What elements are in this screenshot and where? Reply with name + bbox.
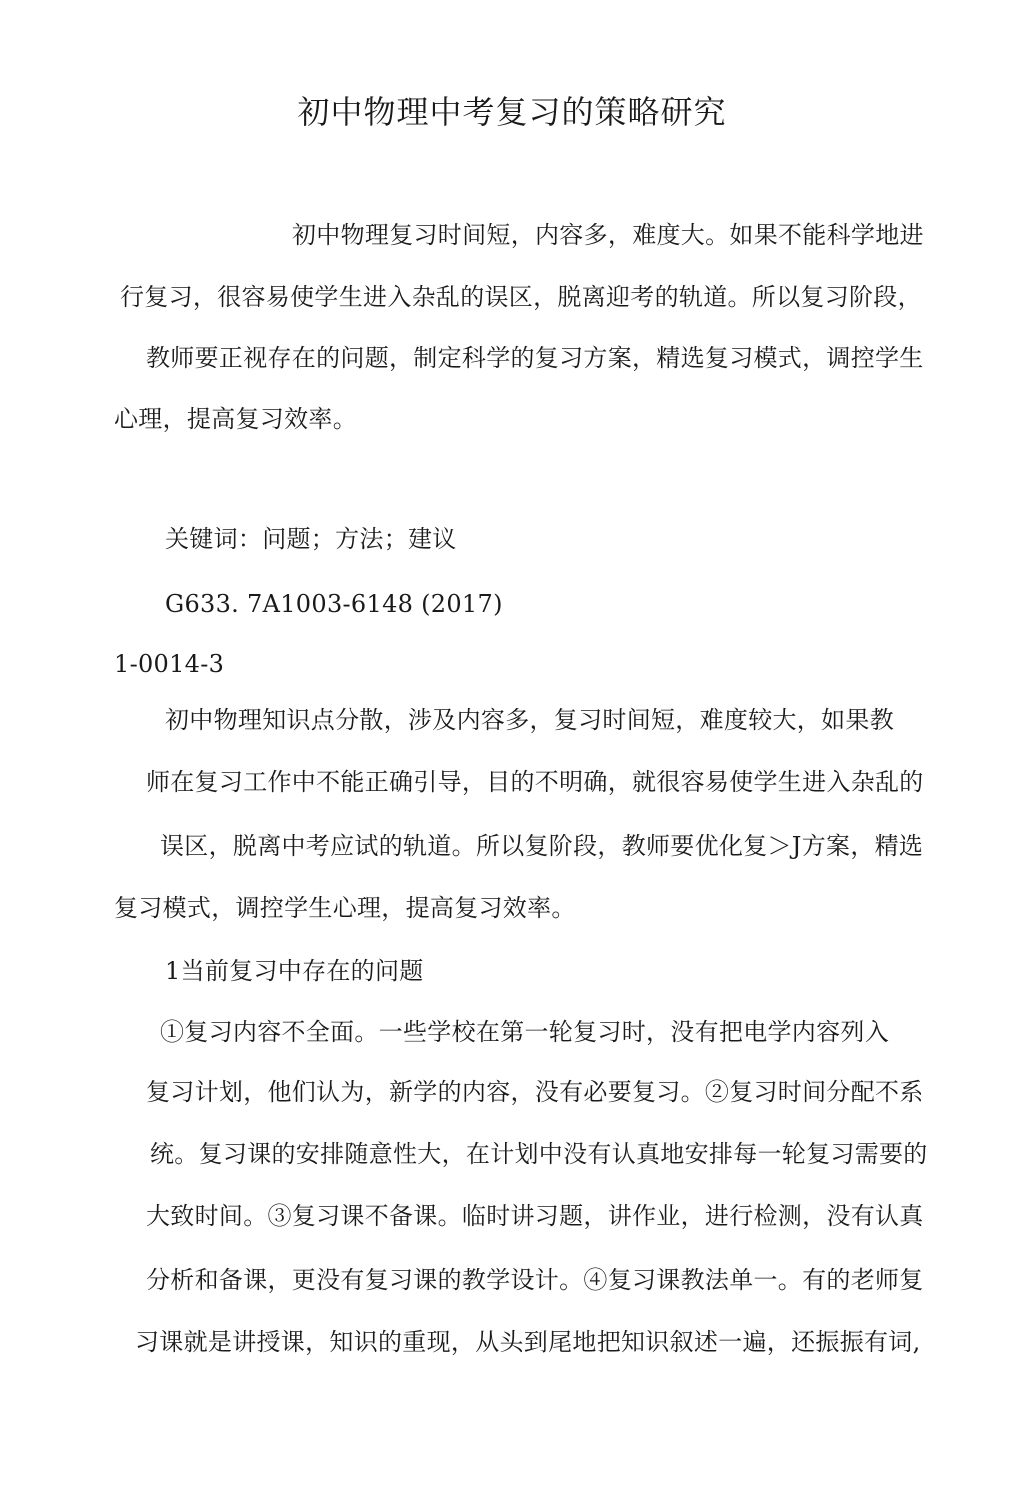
abstract-line-3: 教师要正视存在的问题，制定科学的复习方案，精选复习模式，调控学生 <box>146 344 924 372</box>
section-line-6: 习课就是讲授课，知识的重现，从头到尾地把知识叙述一遍，还振振有词, <box>135 1328 921 1356</box>
intro-line-1: 初中物理知识点分散，涉及内容多，复习时间短，难度较大，如果教 <box>165 706 894 734</box>
section-line-1: ①复习内容不全面。一些学校在第一轮复习时，没有把电学内容列入 <box>160 1018 889 1046</box>
abstract-line-2: 行复习，很容易使学生进入杂乱的误区，脱离迎考的轨道。所以复习阶段， <box>120 283 922 311</box>
section-line-2: 复习计划，他们认为，新学的内容，没有必要复习。②复习时间分配不系 <box>146 1078 924 1106</box>
keywords: 关键词：问题；方法；建议 <box>165 525 457 553</box>
intro-line-4: 复习模式，调控学生心理，提高复习效率。 <box>114 894 576 922</box>
classification-number: G633. 7A1003-6148 (2017) <box>165 590 503 618</box>
abstract-line-4: 心理，提高复习效率。 <box>114 405 357 433</box>
abstract-line-1: 初中物理复习时间短，内容多，难度大。如果不能科学地进 <box>292 221 924 249</box>
document-title: 初中物理中考复习的策略研究 <box>297 93 727 131</box>
section-line-4: 大致时间。③复习课不备课。临时讲习题，讲作业，进行检测，没有认真 <box>146 1202 924 1230</box>
section-heading: 1当前复习中存在的问题 <box>165 957 424 985</box>
section-line-3: 统。复习课的安排随意性大，在计划中没有认真地安排每一轮复习需要的 <box>150 1140 928 1168</box>
intro-line-3: 误区，脱离中考应试的轨道。所以复阶段，教师要优化复＞J方案，精选 <box>160 832 924 860</box>
article-number: 1-0014-3 <box>114 650 225 678</box>
section-line-5: 分析和备课，更没有复习课的教学设计。④复习课教法单一。有的老师复 <box>146 1266 924 1294</box>
intro-line-2: 师在复习工作中不能正确引导，目的不明确，就很容易使学生进入杂乱的 <box>146 768 924 796</box>
